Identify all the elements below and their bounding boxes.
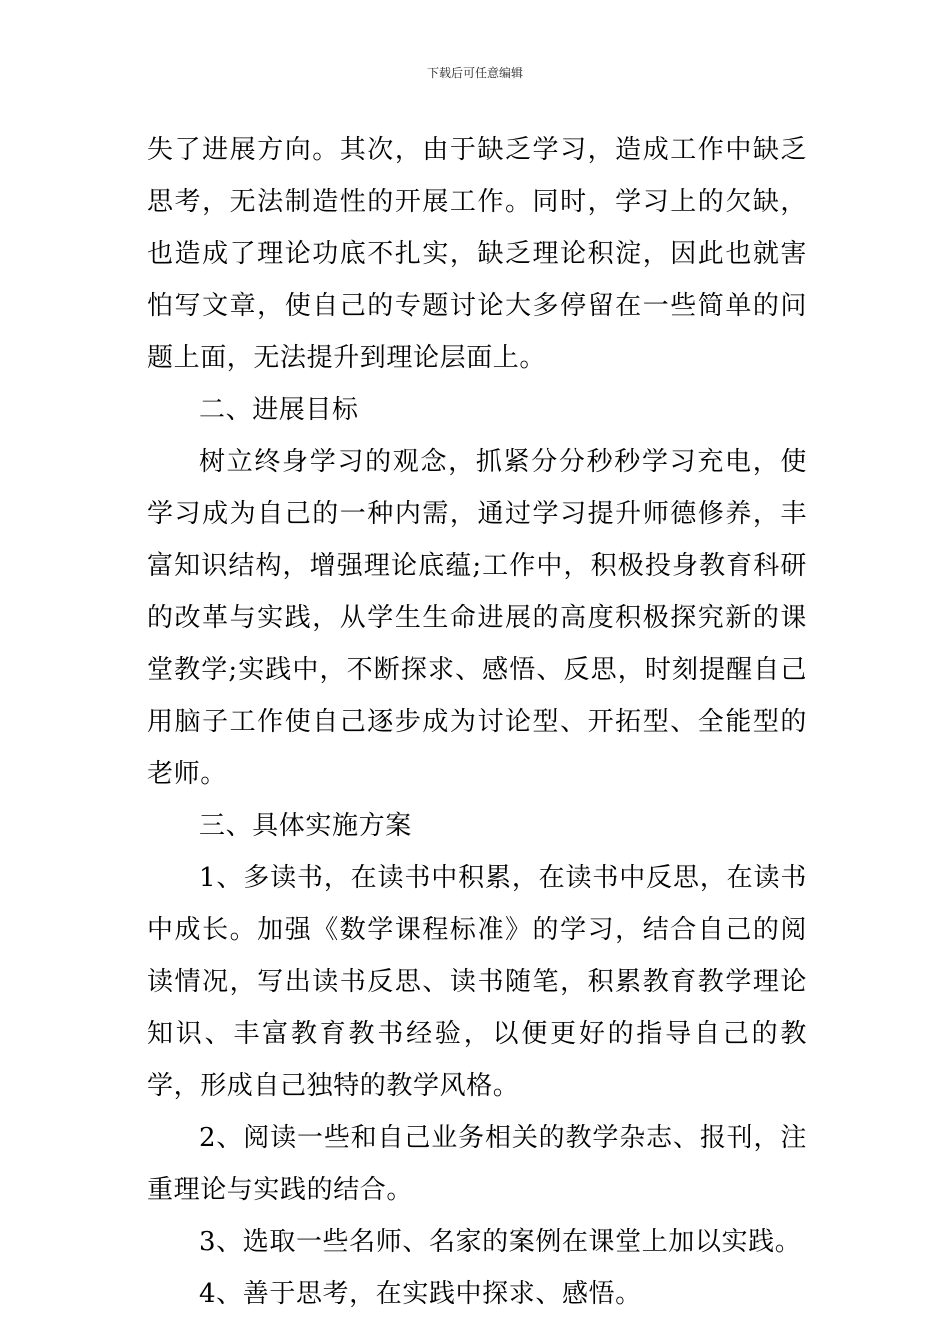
document-body	[147, 124, 807, 1320]
section-heading-plan: 三、具体实施方案	[199, 811, 412, 841]
paragraph-continuation: 失了进展方向。其次，由于缺乏学习，造成工作中缺乏思考，无法制造性的开展工作。同时，学习上的欠缺，也造成了理论功底不扎实，缺乏理论积淀，因此也就害怕写文章，使自己的专题讨论大多停留在一些简单的问题上面，无法提升到理论层面上。	[147, 135, 807, 373]
plan-item-4: 4、善于思考，在实践中探求、感悟。	[199, 1279, 642, 1309]
plan-item-2: 2、阅读一些和自己业务相关的教学杂志、报刊，注重理论与实践的结合。	[147, 1123, 807, 1205]
section-heading-goals: 二、进展目标	[199, 395, 359, 425]
plan-item-3: 3、选取一些名师、名家的案例在课堂上加以实践。	[199, 1227, 802, 1257]
header-note: 下载后可任意编辑	[426, 66, 523, 80]
paragraph-goals: 树立终身学习的观念，抓紧分分秒秒学习充电，使学习成为自己的一种内需，通过学习提升师德修养，丰富知识结构，增强理论底蕴;工作中，积极投身教育科研的改革与实践，从学生生命进展的高度积极探究新的课堂教学;实践中，不断探求、感悟、反思，时刻提醒自己用脑子工作使自己逐步成为讨论型、开拓型、全能型的老师。	[147, 447, 807, 789]
plan-item-1: 1、多读书，在读书中积累，在读书中反思，在读书中成长。加强《数学课程标准》的学习，结合自己的阅读情况，写出读书反思、读书随笔，积累教育教学理论知识、丰富教育教书经验，以便更好的指导自己的教学，形成自己独特的教学风格。	[147, 863, 807, 1101]
